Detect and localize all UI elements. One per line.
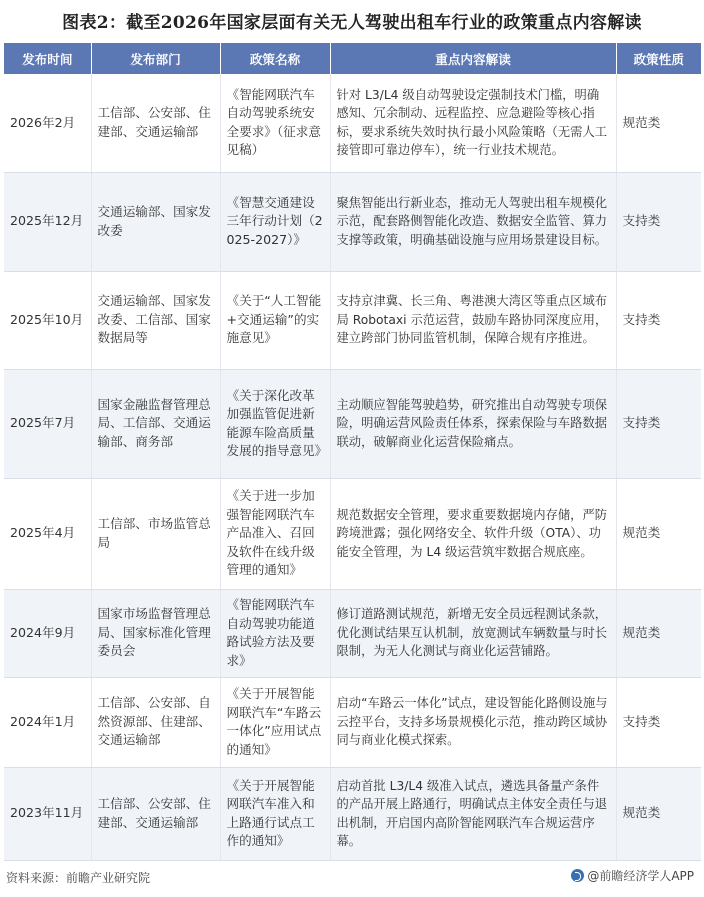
cell-content: 修订道路测试规范，新增无安全员远程测试条款，优化测试结果互认机制，放宽测试车辆数量与时长限制，为无人化测试与商业化运营铺路。 xyxy=(330,589,616,677)
cell-content: 支持京津冀、长三角、粤港澳大湾区等重点区域布局 Robotaxi 示范运营，鼓励车路协同深度应用，建立跨部门协同监管机制，保障合规有序推进。 xyxy=(330,271,616,369)
table-row xyxy=(4,74,701,172)
header-content: 重点内容解读 xyxy=(330,43,616,74)
cell-policy-name: 《关于开展智能网联汽车“车路云一体化”应用试点的通知》 xyxy=(220,677,330,767)
cell-date: 2024年1月 xyxy=(4,677,91,767)
cell-content: 聚焦智能出行新业态，推动无人驾驶出租车规模化示范，配套路侧智能化改造、数据安全监管、算力支撑等政策，明确基础设施与应用场景建设目标。 xyxy=(330,172,616,271)
policy-table xyxy=(4,43,701,861)
chart-title: 图表2：截至2026年国家层面有关无人驾驶出租车行业的政策重点内容解读 xyxy=(62,13,642,33)
table-row xyxy=(4,677,701,767)
cell-date: 2026年2月 xyxy=(4,74,91,172)
header-policy-type: 政策性质 xyxy=(616,43,701,74)
cell-date: 2025年7月 xyxy=(4,369,91,478)
table-row xyxy=(4,369,701,478)
cell-policy-name: 《智能网联汽车自动驾驶系统安全要求》（征求意见稿） xyxy=(220,74,330,172)
cell-policy-type: 支持类 xyxy=(616,677,701,767)
cell-dept: 交通运输部、国家发改委 xyxy=(91,172,220,271)
cell-content: 启动“车路云一体化”试点，建设智能化路侧设施与云控平台，支持多场景规模化示范，推动跨区域协同与商业化模式探索。 xyxy=(330,677,616,767)
cell-dept: 国家金融监督管理总局、工信部、交通运输部、商务部 xyxy=(91,369,220,478)
table-header-row xyxy=(4,43,701,74)
cell-dept: 国家市场监督管理总局、国家标准化管理委员会 xyxy=(91,589,220,677)
brand-logo-text: @前瞻经济学人APP xyxy=(587,869,694,883)
cell-content: 规范数据安全管理，要求重要数据境内存储，严防跨境泄露；强化网络安全、软件升级（OTA）、功能安全管理，为 L4 级运营筑牢数据合规底座。 xyxy=(330,478,616,589)
cell-policy-name: 《智慧交通建设三年行动计划（2025-2027）》 xyxy=(220,172,330,271)
header-date: 发布时间 xyxy=(4,43,91,74)
cell-policy-name: 《关于进一步加强智能网联汽车产品准入、召回及软件在线升级管理的通知》 xyxy=(220,478,330,589)
cell-policy-name: 《关于深化改革加强监管促进新能源车险高质量发展的指导意见》 xyxy=(220,369,330,478)
cell-dept: 工信部、公安部、住建部、交通运输部 xyxy=(91,767,220,860)
brand-logo-icon xyxy=(571,869,584,882)
cell-policy-type: 支持类 xyxy=(616,369,701,478)
header-dept: 发布部门 xyxy=(91,43,220,74)
cell-policy-type: 规范类 xyxy=(616,478,701,589)
source-note: 资料来源：前瞻产业研究院 xyxy=(6,871,151,885)
cell-dept: 工信部、公安部、自然资源部、住建部、交通运输部 xyxy=(91,677,220,767)
table-row xyxy=(4,172,701,271)
cell-policy-type: 规范类 xyxy=(616,589,701,677)
cell-content: 启动首批 L3/L4 级准入试点，遴选具备量产条件的产品开展上路通行，明确试点主体安全责任与退出机制，开启国内高阶智能网联汽车合规运营序幕。 xyxy=(330,767,616,860)
cell-content: 针对 L3/L4 级自动驾驶设定强制技术门槛，明确感知、冗余制动、远程监控、应急避险等核心指标，要求系统失效时执行最小风险策略（无需人工接管即可靠边停车），统一行业技术规范。 xyxy=(330,74,616,172)
table-row xyxy=(4,767,701,860)
header-policy-name: 政策名称 xyxy=(220,43,330,74)
cell-dept: 工信部、市场监管总局 xyxy=(91,478,220,589)
table-row xyxy=(4,271,701,369)
cell-policy-type: 支持类 xyxy=(616,172,701,271)
cell-policy-name: 《智能网联汽车自动驾驶功能道路试验方法及要求》 xyxy=(220,589,330,677)
cell-date: 2024年9月 xyxy=(4,589,91,677)
cell-dept: 工信部、公安部、住建部、交通运输部 xyxy=(91,74,220,172)
brand-logo xyxy=(571,867,694,884)
cell-dept: 交通运输部、国家发改委、工信部、国家数据局等 xyxy=(91,271,220,369)
cell-content: 主动顺应智能驾驶趋势，研究推出自动驾驶专项保险，明确运营风险责任体系，探索保险与车路数据联动，破解商业化运营保险痛点。 xyxy=(330,369,616,478)
cell-policy-type: 支持类 xyxy=(616,271,701,369)
cell-policy-name: 《关于开展智能网联汽车准入和上路通行试点工作的通知》 xyxy=(220,767,330,860)
cell-date: 2025年4月 xyxy=(4,478,91,589)
cell-policy-type: 规范类 xyxy=(616,767,701,860)
cell-date: 2025年10月 xyxy=(4,271,91,369)
cell-date: 2025年12月 xyxy=(4,172,91,271)
table-row xyxy=(4,589,701,677)
table-row xyxy=(4,478,701,589)
cell-policy-name: 《关于“人工智能+交通运输”的实施意见》 xyxy=(220,271,330,369)
cell-policy-type: 规范类 xyxy=(616,74,701,172)
cell-date: 2023年11月 xyxy=(4,767,91,860)
